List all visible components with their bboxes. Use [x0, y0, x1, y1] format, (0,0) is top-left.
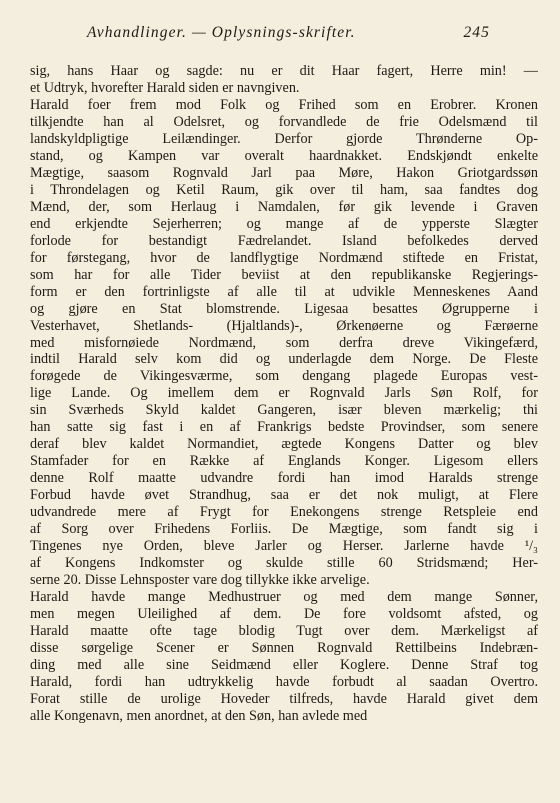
text-line: end erkjendte Sejerherren; og mange af de ypperste Slægter — [30, 215, 538, 232]
text-line: og gjøre en Stat blomstrende. Ligesaa besattes Øgrupperne i — [30, 300, 538, 317]
text-line: Mægtige, saasom Rognvald Jarl paa Møre, Hakon Griotgardssøn — [30, 164, 538, 181]
text-line: Stamfader for en Række af Englands Konger. Ligesom ellers — [30, 453, 538, 470]
text-line: af Sorg over Frihedens Forliis. De Mægtige, som fandt sig i — [30, 521, 538, 538]
text-line: som har for alle Tider beviist at den republikanske Regjerings- — [30, 266, 538, 283]
text-line: lige Lande. Og imellem dem er Rognvald Jarls Søn Rolf, for — [30, 385, 538, 402]
text-line: serne 20. Disse Lehnsposter vare dog tillykke ikke arvelige. — [30, 572, 370, 589]
text-line: deraf blev kaldet Normandiet, ægtede Kongens Datter og blev — [30, 436, 538, 453]
text-line: denne Rolf maatte udvandre fordi han imod Haralds strenge — [30, 470, 538, 487]
text-line: Forbud havde øvet Strandhug, saa er det nok muligt, at Flere — [30, 487, 538, 504]
text-line: alle Kongenavn, men anordnet, at den Søn, han avlede med — [30, 707, 368, 724]
text-line: sig, hans Haar og sagde: nu er dit Haar fagert, Herre min! — — [30, 63, 538, 79]
running-title: Avhandlinger. — Oplysnings-skrifter. — [87, 24, 356, 41]
text-line: Harald, fordi han udtrykkelig havde forbudt al saadan Overtro. — [30, 673, 538, 690]
text-line: et Udtryk, hvorefter Harald siden er navngiven. — [30, 79, 300, 96]
text-line: Vesterhavet, Shetlands- (Hjaltlands)-, Ørkenøerne og Færøerne — [30, 317, 538, 334]
text-line: Forat stille de urolige Hoveder tilfreds, havde Harald givet dem — [30, 690, 538, 707]
text-line: disse sørgelige Scener er Sønnen Rognvald Rettilbeins Indebræn- — [30, 639, 538, 656]
text-line: indtil Harald selv kom did og underlagde dem Norge. De Fleste — [30, 351, 538, 368]
text-line: forøgede de Vikingesværme, som dengang plagede Europas vest- — [30, 368, 538, 385]
text-line: for førstegang, hvor de landflygtige Nordmænd stiftede en Fristat, — [30, 249, 538, 266]
text-line: Harald havde mange Medhustruer og med dem mange Sønner, — [30, 589, 538, 606]
text-line: ding med alle sine Seidmænd eller Koglere. Denne Straf tog — [30, 656, 538, 673]
text-line: udvandrede mere af Frygt for Enekongens strenge Retspleie end — [30, 504, 538, 521]
text-line: af Kongens Indkomster og skulde stille 60 Stridsmænd; Her- — [30, 555, 538, 572]
running-header — [87, 24, 490, 46]
text-line: i Throndelagen og Ketil Raum, gik over til ham, saa fandtes dog — [30, 181, 538, 198]
body-text — [30, 63, 538, 725]
text-line: han satte sig fast i en af Frankrigs bedste Provindser, som senere — [30, 419, 538, 436]
page-number: 245 — [463, 24, 490, 41]
text-line: Tingenes nye Orden, bleve Jarler og Herser. Jarlerne havde ¹/₃ — [30, 538, 538, 555]
text-line: Harald maatte ofte tage blodig Tugt over dem. Mærkeligst af — [30, 622, 538, 639]
text-line: med misfornøiede Nordmænd, som derfra dreve Vikingefærd, — [30, 334, 538, 351]
text-line: men megen Uleilighed af dem. De fore voldsomt afsted, og — [30, 606, 538, 622]
text-line: tilkjendte han al Odelsret, og forvandlede de frie Odelsmænd til — [30, 113, 538, 130]
text-line: form er den fortrinligste af alle til at udvikle Menneskenes Aand — [30, 283, 538, 300]
text-line: landskyldpligtige Leilændinger. Derfor gjorde Thrønderne Op- — [30, 130, 538, 147]
text-line: sin Sværheds Skyld kaldet Gangeren, især bleven mærkelig; thi — [30, 402, 538, 419]
text-line: Mænd, der, som Herlaug i Namdalen, før gik levende i Graven — [30, 198, 538, 215]
text-line: stand, og Kampen var overalt haardnakket. Endskjøndt enkelte — [30, 147, 538, 164]
text-line: forlode for bestandigt Fædrelandet. Island befolkedes derved — [30, 232, 538, 249]
text-line: Harald foer frem mod Folk og Frihed som en Erobrer. Kronen — [30, 96, 538, 113]
